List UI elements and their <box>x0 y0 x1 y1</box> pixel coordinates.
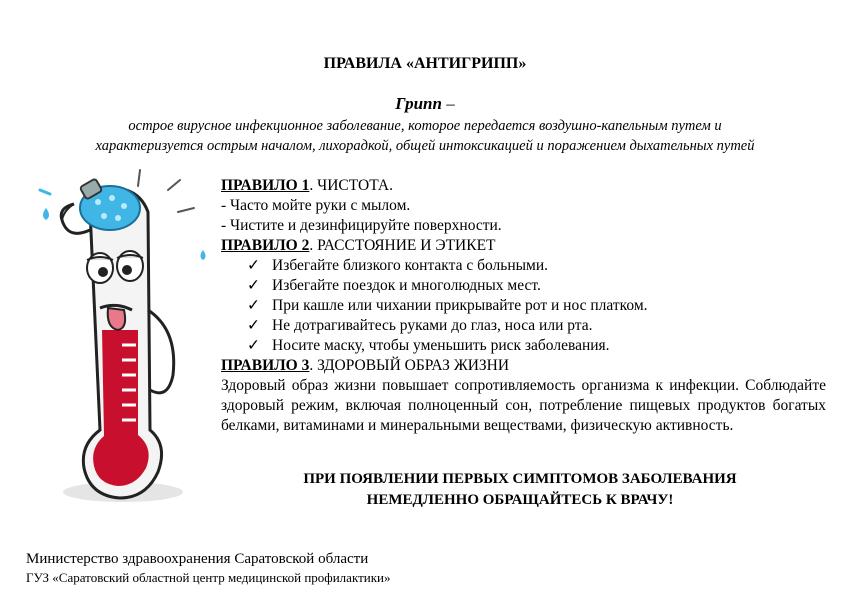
rule-1-heading <box>221 176 826 196</box>
rule-1-label: ПРАВИЛО 1 <box>221 177 310 194</box>
list-item-text: Избегайте поездок и многолюдных мест. <box>272 277 541 294</box>
list-item <box>221 296 826 316</box>
rule-1-item: - Чистите и дезинфицируйте поверхности. <box>221 217 502 234</box>
warning-message <box>200 469 840 511</box>
flu-term: Грипп <box>395 94 442 113</box>
flu-heading <box>0 94 850 114</box>
warning-line: НЕМЕДЛЕННО ОБРАЩАЙТЕСЬ К ВРАЧУ! <box>366 492 674 508</box>
rule-2-label: ПРАВИЛО 2 <box>221 237 310 254</box>
warning-line: ПРИ ПОЯВЛЕНИИ ПЕРВЫХ СИМПТОМОВ ЗАБОЛЕВАНИЯ <box>303 471 737 487</box>
rule-3-label: ПРАВИЛО 3 <box>221 357 310 374</box>
rule-3-text: Здоровый образ жизни повышает сопротивляемость организма к инфекции. Соблюдайте здоровый режим, включая полноценный сон, потребление пищевых продуктов богатых белками, витаминами и минеральными веществами, физическую активность. <box>221 377 826 434</box>
rule-3-heading <box>221 356 826 376</box>
rule-1-item: - Часто мойте руки с мылом. <box>221 197 411 214</box>
flu-description-line: острое вирусное инфекционное заболевание, которое передается воздушно-капельным путем и <box>128 118 722 134</box>
flu-description <box>40 116 810 156</box>
checkmark-icon: ✓ <box>247 277 260 294</box>
checkmark-icon: ✓ <box>247 257 260 274</box>
ministry-name: Министерство здравоохранения Саратовской области <box>26 551 369 567</box>
list-item <box>221 316 826 336</box>
footer <box>26 550 391 587</box>
list-item-text: Носите маску, чтобы уменьшить риск заболевания. <box>272 337 610 354</box>
sick-thermometer-illustration <box>28 160 228 510</box>
list-item-text: Не дотрагивайтесь руками до глаз, носа или рта. <box>272 317 593 334</box>
rules-section <box>221 176 826 436</box>
flu-dash: – <box>441 94 455 113</box>
flu-description-line: характеризуется острым началом, лихорадкой, общей интоксикацией и поражением дыхательных путей <box>95 138 755 154</box>
list-item <box>221 256 826 276</box>
ice-pack-icon <box>80 178 140 230</box>
list-item-text: При кашле или чихании прикрывайте рот и нос платком. <box>272 297 648 314</box>
rule-2-title: . РАССТОЯНИЕ И ЭТИКЕТ <box>309 237 496 254</box>
list-item <box>221 336 826 356</box>
checkmark-icon: ✓ <box>247 317 260 334</box>
rule-3-title: . ЗДОРОВЫЙ ОБРАЗ ЖИЗНИ <box>309 357 510 374</box>
rule-1-title: . ЧИСТОТА. <box>309 177 393 194</box>
list-item-text: Избегайте близкого контакта с больными. <box>272 257 549 274</box>
list-item <box>221 276 826 296</box>
checkmark-icon: ✓ <box>247 297 260 314</box>
rule-2-heading <box>221 236 826 256</box>
organization-name: ГУЗ «Саратовский областной центр медицинской профилактики» <box>26 570 391 585</box>
page-title: ПРАВИЛА «АНТИГРИПП» <box>323 55 527 72</box>
rule-2-list <box>221 256 826 356</box>
checkmark-icon: ✓ <box>247 337 260 354</box>
